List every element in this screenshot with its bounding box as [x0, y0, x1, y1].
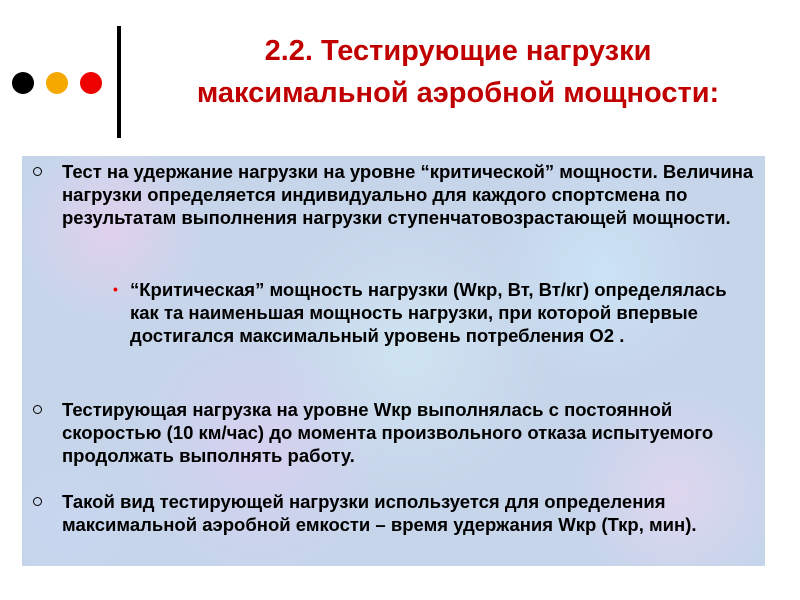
- slide-title-line-1: 2.2. Тестирующие нагрузки: [264, 35, 652, 67]
- title-divider: [117, 26, 121, 138]
- orange-dot-icon: [46, 72, 68, 94]
- sub-bullet-text: “Критическая” мощность нагрузки (Wкр, Вт, Вт/кг) определялась как та наименьшая мощность нагрузки, при которой впервые достигался максимальный уровень потребления О2 .: [130, 279, 727, 346]
- hollow-circle-bullet-icon: [33, 167, 42, 176]
- bullet-item: [62, 398, 762, 467]
- slide-title: [128, 30, 788, 114]
- red-dot-icon: [80, 72, 102, 94]
- decorative-dots: [12, 72, 108, 96]
- sub-bullet-item: [113, 278, 750, 347]
- content-box: [22, 156, 765, 566]
- hollow-circle-bullet-icon: [33, 405, 42, 414]
- bullet-text: Тестирующая нагрузка на уровне Wкр выполнялась с постоянной скоростью (10 км/час) до момента произвольного отказа испытуемого продолжать выполнять работу.: [62, 399, 714, 466]
- hollow-circle-bullet-icon: [33, 497, 42, 506]
- black-dot-icon: [12, 72, 34, 94]
- slide-title-line-2: максимальной аэробной мощности:: [196, 77, 720, 109]
- red-dot-bullet-icon: •: [113, 281, 118, 297]
- bullet-text: Такой вид тестирующей нагрузки используется для определения максимальной аэробной емкости – время удержания Wкр (Ткр, мин).: [62, 491, 697, 535]
- bullet-text: Тест на удержание нагрузки на уровне “критической” мощности. Величина нагрузки определяется индивидуально для каждого спортсмена по результатам выполнения нагрузки ступенчатовозрастающей мощности.: [62, 161, 754, 228]
- bullet-item: [62, 490, 762, 536]
- bullet-item: [62, 160, 762, 229]
